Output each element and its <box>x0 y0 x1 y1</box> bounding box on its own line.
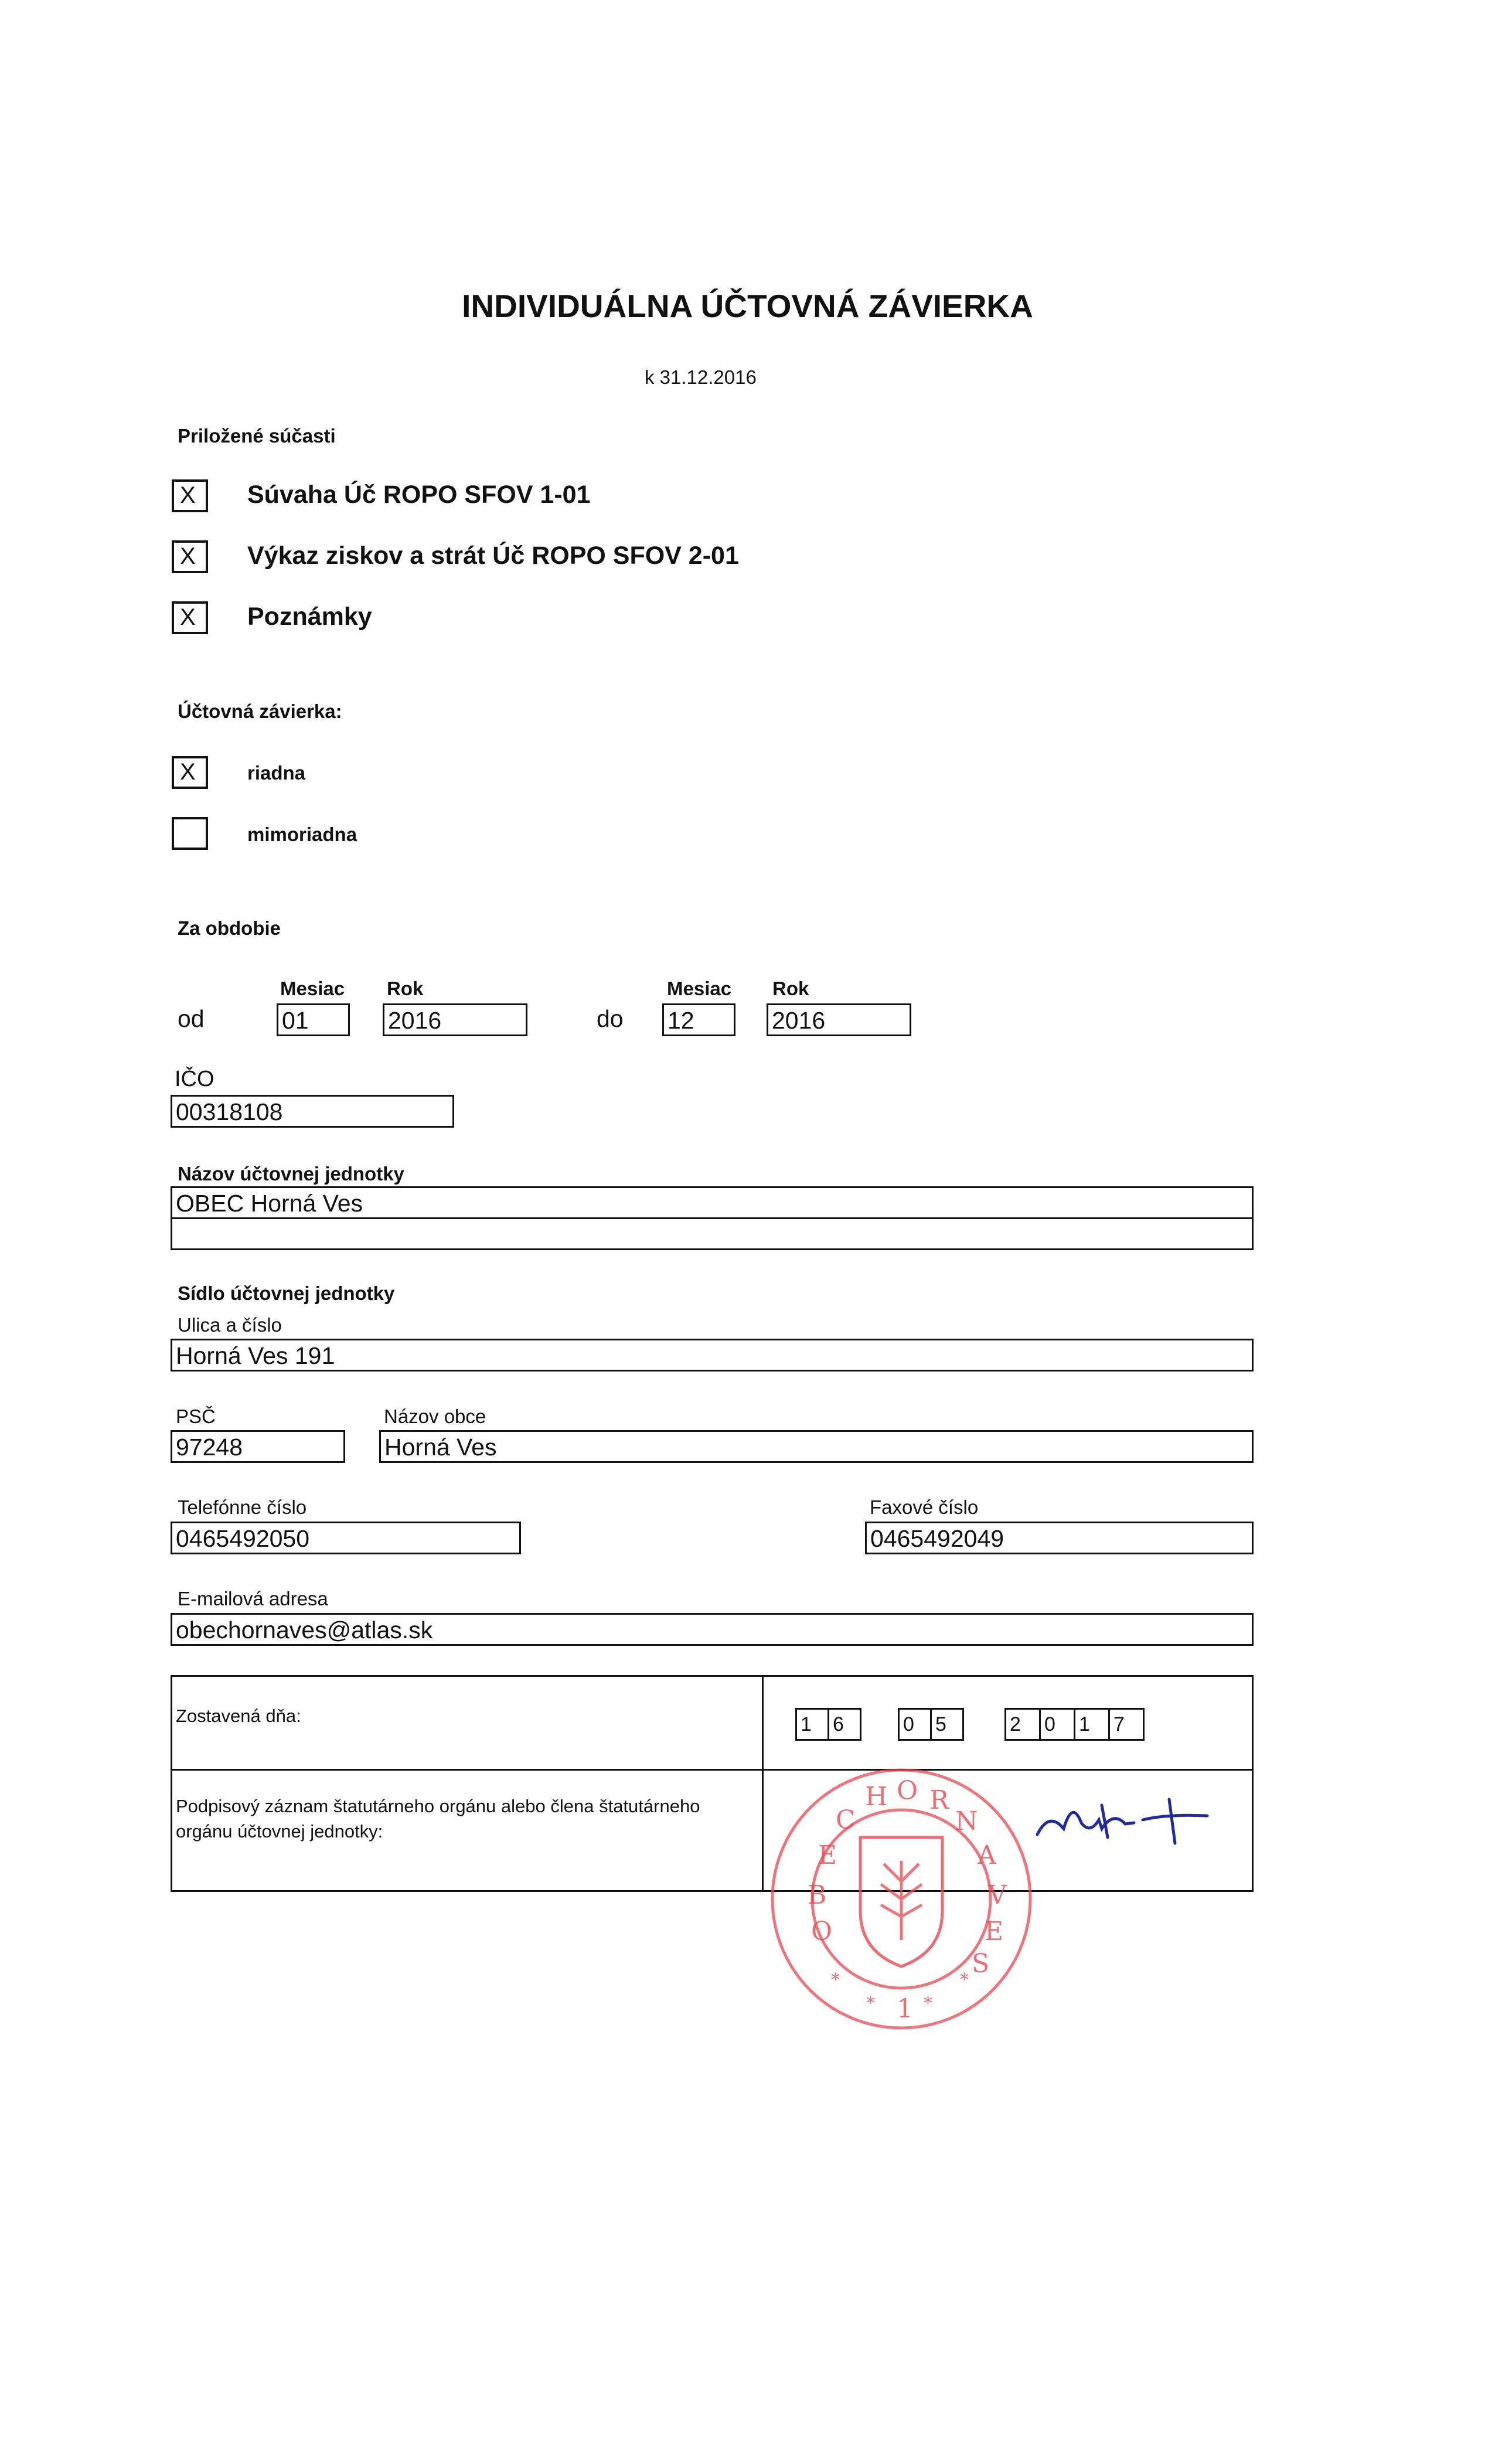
period-to-year-field[interactable] <box>767 1003 911 1036</box>
svg-text:*: * <box>960 1970 969 1990</box>
street-value: Horná Ves 191 <box>176 1342 335 1369</box>
city-value: Horná Ves <box>384 1434 497 1461</box>
compiled-year-digit-1[interactable]: 2 <box>1004 1708 1041 1741</box>
compiled-year-digit-2[interactable]: 0 <box>1039 1708 1075 1741</box>
closing-type-extraordinary-checkbox[interactable] <box>172 817 208 850</box>
official-stamp <box>767 1764 1036 2034</box>
period-heading: Za obdobie <box>178 917 281 939</box>
city-field[interactable] <box>379 1430 1254 1463</box>
entity-name-field-line2[interactable] <box>171 1217 1254 1250</box>
period-from-month-field[interactable] <box>277 1003 350 1036</box>
compiled-date-label: Zostavená dňa: <box>176 1706 301 1726</box>
email-field[interactable] <box>171 1613 1254 1646</box>
svg-text:*: * <box>866 1993 875 2014</box>
ico-field[interactable] <box>171 1095 454 1128</box>
signature-record-label: Podpisový záznam štatutárneho orgánu alebo člena štatutárneho orgánu účtovnej jednotky: <box>176 1796 700 1842</box>
svg-text:*: * <box>831 1970 840 1990</box>
phone-value: 0465492050 <box>176 1525 310 1552</box>
ico-label: IČO <box>175 1067 214 1091</box>
svg-text:V: V <box>988 1880 1007 1910</box>
svg-text:S: S <box>972 1949 990 1979</box>
entity-name-field-line1[interactable] <box>171 1186 1254 1219</box>
period-to-month-value: 12 <box>668 1007 694 1034</box>
ico-value: 00318108 <box>176 1098 283 1125</box>
period-to-month-field[interactable] <box>662 1003 735 1036</box>
table-vertical-divider <box>762 1675 764 1892</box>
svg-text:1: 1 <box>897 1994 913 2024</box>
phone-field[interactable] <box>171 1522 521 1554</box>
svg-text:H: H <box>865 1782 888 1812</box>
svg-text:N: N <box>955 1806 978 1836</box>
psc-field[interactable] <box>171 1430 345 1463</box>
attachment-checkbox-balance[interactable]: X <box>172 479 208 512</box>
closing-type-regular-label: riadna <box>247 762 306 784</box>
period-from-month-value: 01 <box>282 1007 309 1034</box>
to-month-label: Mesiac <box>667 978 732 999</box>
fax-label: Faxové číslo <box>870 1496 979 1518</box>
city-label: Názov obce <box>384 1405 486 1427</box>
period-from-year-value: 2016 <box>388 1007 442 1034</box>
handwritten-signature <box>1031 1788 1225 1864</box>
compiled-day-digit-2[interactable]: 6 <box>827 1708 861 1741</box>
psc-label: PSČ <box>176 1405 216 1427</box>
compiled-month-digit-1[interactable]: 0 <box>898 1708 932 1741</box>
fax-value: 0465492049 <box>870 1525 1004 1552</box>
closing-type-extraordinary-label: mimoriadna <box>247 823 357 845</box>
from-month-label: Mesiac <box>280 978 345 999</box>
attachment-label-profit-loss: Výkaz ziskov a strát Úč ROPO SFOV 2-01 <box>247 542 739 570</box>
email-value: obechornaves@atlas.sk <box>176 1616 433 1643</box>
psc-value: 97248 <box>176 1434 243 1461</box>
street-field[interactable] <box>171 1339 1254 1371</box>
attachment-label-balance: Súvaha Úč ROPO SFOV 1-01 <box>247 481 591 509</box>
street-label: Ulica a číslo <box>178 1314 282 1336</box>
svg-text:C: C <box>836 1805 856 1835</box>
period-from-label: od <box>178 1005 205 1032</box>
svg-text:E: E <box>985 1917 1004 1946</box>
svg-text:B: B <box>808 1880 827 1910</box>
compiled-year-digit-3[interactable]: 1 <box>1074 1708 1110 1741</box>
email-label: E-mailová adresa <box>178 1588 328 1609</box>
closing-type-heading: Účtovná závierka: <box>178 700 342 722</box>
entity-name-label: Názov účtovnej jednotky <box>178 1163 404 1185</box>
compiled-day-digit-1[interactable]: 1 <box>795 1708 829 1741</box>
period-from-year-field[interactable] <box>383 1003 527 1036</box>
svg-text:A: A <box>978 1840 996 1870</box>
attachments-heading: Priložené súčasti <box>178 425 336 447</box>
svg-text:O: O <box>897 1776 918 1806</box>
fax-field[interactable] <box>865 1522 1254 1554</box>
phone-label: Telefónne číslo <box>178 1496 307 1518</box>
entity-name-value-line1: OBEC Horná Ves <box>176 1190 363 1217</box>
as-of-date: k 31.12.2016 <box>645 366 757 388</box>
svg-text:R: R <box>929 1785 949 1815</box>
svg-text:O: O <box>811 1917 833 1946</box>
attachment-label-notes: Poznámky <box>247 603 372 631</box>
attachment-checkbox-profit-loss[interactable]: X <box>172 540 208 573</box>
seat-label: Sídlo účtovnej jednotky <box>178 1282 395 1304</box>
period-to-label: do <box>597 1005 624 1032</box>
svg-text:E: E <box>818 1840 837 1870</box>
svg-text:*: * <box>924 1993 932 2014</box>
attachment-checkbox-notes[interactable]: X <box>172 601 208 634</box>
period-to-year-value: 2016 <box>772 1007 826 1034</box>
compiled-year-digit-4[interactable]: 7 <box>1108 1708 1145 1741</box>
document-title: INDIVIDUÁLNA ÚČTOVNÁ ZÁVIERKA <box>462 288 1033 324</box>
to-year-label: Rok <box>772 978 809 999</box>
table-horizontal-divider <box>171 1769 1254 1771</box>
from-year-label: Rok <box>387 978 424 999</box>
compiled-month-digit-2[interactable]: 5 <box>930 1708 964 1741</box>
closing-type-regular-checkbox[interactable]: X <box>172 756 208 789</box>
